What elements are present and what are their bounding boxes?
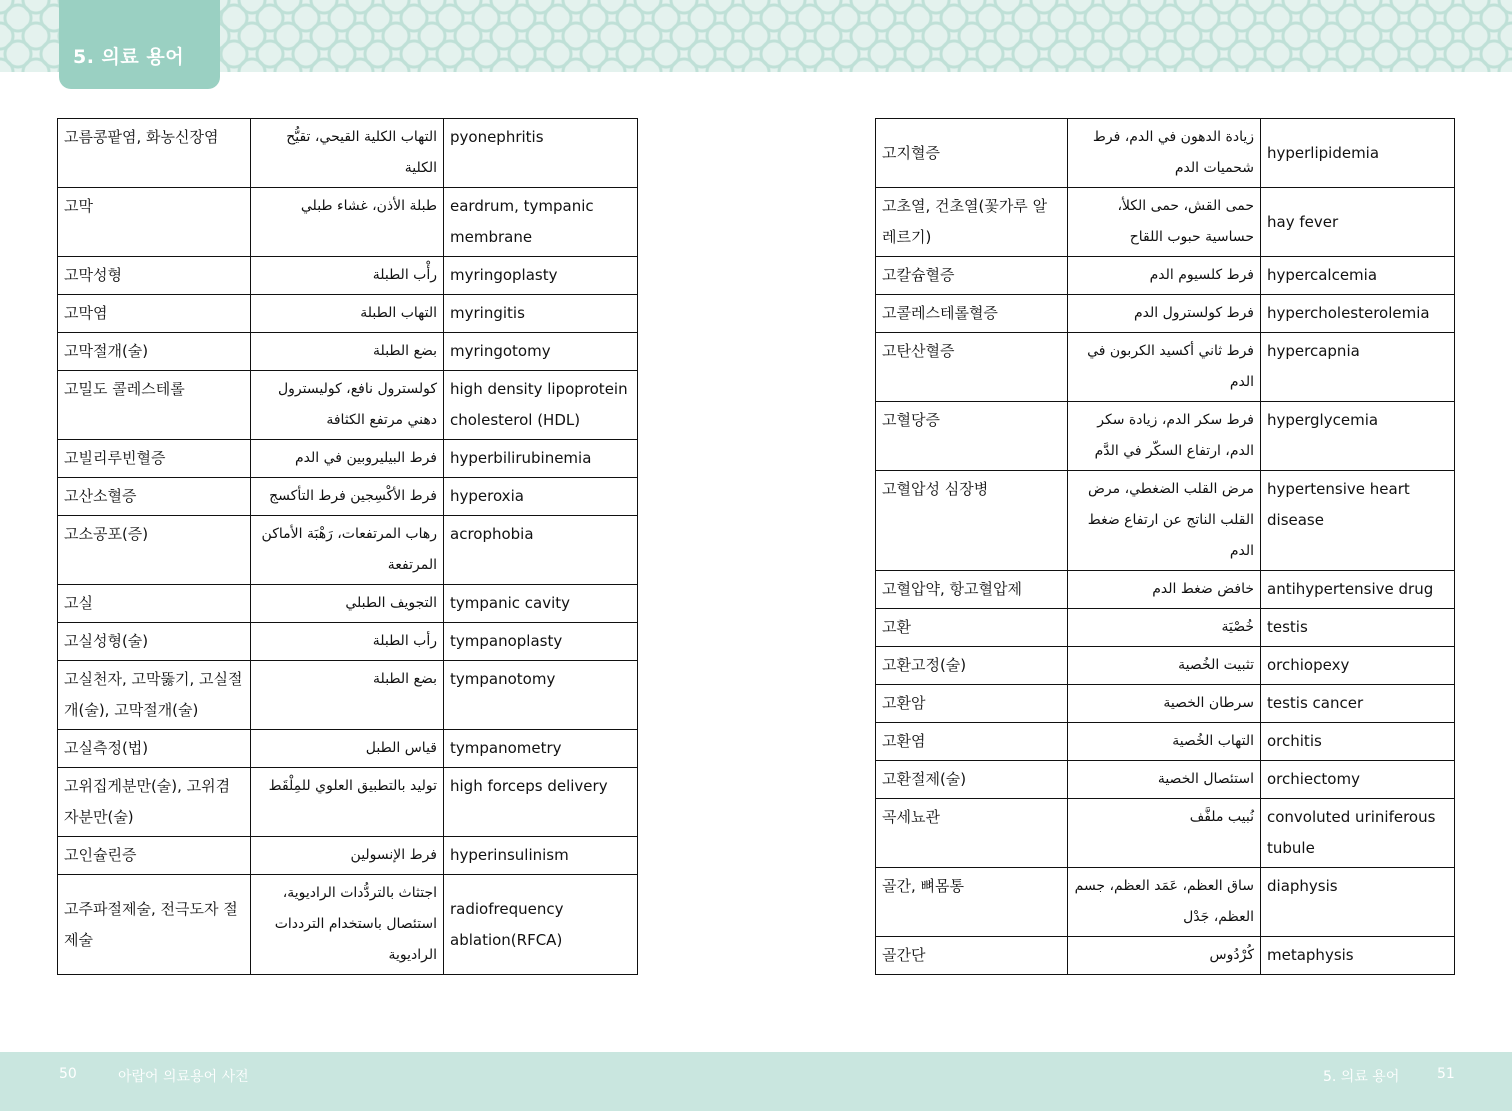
english-term: antihypertensive drug bbox=[1261, 571, 1455, 609]
english-term: testis bbox=[1261, 609, 1455, 647]
english-term: tympanic cavity bbox=[444, 585, 638, 623]
english-term: testis cancer bbox=[1261, 685, 1455, 723]
arabic-term: خُصْيَة bbox=[1068, 609, 1261, 647]
korean-term: 고환절제(술) bbox=[876, 761, 1068, 799]
english-term: hypercalcemia bbox=[1261, 257, 1455, 295]
korean-term: 고지혈증 bbox=[876, 119, 1068, 188]
table-row bbox=[58, 188, 638, 257]
english-term: hyperglycemia bbox=[1261, 402, 1455, 471]
arabic-term: رهاب المرتفعات، رَهْبَة الأماكن المرتفعة bbox=[251, 516, 444, 585]
english-term: tympanometry bbox=[444, 730, 638, 768]
arabic-term: كولسترول نافع، كوليسترول دهني مرتفع الكثافة bbox=[251, 371, 444, 440]
korean-term: 고콜레스테롤혈증 bbox=[876, 295, 1068, 333]
table-row bbox=[58, 875, 638, 975]
english-term: pyonephritis bbox=[444, 119, 638, 188]
arabic-term: التجويف الطبلي bbox=[251, 585, 444, 623]
korean-term: 고막 bbox=[58, 188, 251, 257]
arabic-term: سرطان الخصية bbox=[1068, 685, 1261, 723]
table-row bbox=[876, 188, 1455, 257]
table-row bbox=[876, 868, 1455, 937]
english-term: hypertensive heart disease bbox=[1261, 471, 1455, 571]
table-row bbox=[58, 333, 638, 371]
table-row bbox=[58, 730, 638, 768]
english-term: diaphysis bbox=[1261, 868, 1455, 937]
arabic-term: التهاب الخُصية bbox=[1068, 723, 1261, 761]
korean-term: 고혈압약, 항고혈압제 bbox=[876, 571, 1068, 609]
table-row bbox=[876, 257, 1455, 295]
arabic-term: رأب الطبلة bbox=[251, 623, 444, 661]
korean-term: 고혈압성 심장병 bbox=[876, 471, 1068, 571]
korean-term: 고초열, 건초열(꽃가루 알레르기) bbox=[876, 188, 1068, 257]
arabic-term: بضع الطبلة bbox=[251, 333, 444, 371]
english-term: orchiopexy bbox=[1261, 647, 1455, 685]
table-row bbox=[876, 571, 1455, 609]
section-tab bbox=[59, 0, 220, 89]
table-row bbox=[58, 371, 638, 440]
korean-term: 고환 bbox=[876, 609, 1068, 647]
arabic-term: خافض ضغط الدم bbox=[1068, 571, 1261, 609]
arabic-term: مرض القلب الضغطي، مرض القلب الناتج عن ارتفاع ضغط الدم bbox=[1068, 471, 1261, 571]
korean-term: 고막성형 bbox=[58, 257, 251, 295]
arabic-term: طبلة الأذن، غشاء طبلي bbox=[251, 188, 444, 257]
korean-term: 고인슐린증 bbox=[58, 837, 251, 875]
korean-term: 곡세뇨관 bbox=[876, 799, 1068, 868]
korean-term: 고탄산혈증 bbox=[876, 333, 1068, 402]
arabic-term: رأْب الطبلة bbox=[251, 257, 444, 295]
korean-term: 고막절개(술) bbox=[58, 333, 251, 371]
english-term: tympanotomy bbox=[444, 661, 638, 730]
english-term: hyperbilirubinemia bbox=[444, 440, 638, 478]
arabic-term: نُبيب ملفَّف bbox=[1068, 799, 1261, 868]
english-term: hyperlipidemia bbox=[1261, 119, 1455, 188]
arabic-term: فرط البيليروبين في الدم bbox=[251, 440, 444, 478]
arabic-term: فرط كلسيوم الدم bbox=[1068, 257, 1261, 295]
arabic-term: استئصال الخصية bbox=[1068, 761, 1261, 799]
english-term: high forceps delivery bbox=[444, 768, 638, 837]
korean-term: 고산소혈증 bbox=[58, 478, 251, 516]
english-term: hypercholesterolemia bbox=[1261, 295, 1455, 333]
table-row bbox=[58, 837, 638, 875]
right-term-table bbox=[875, 118, 1455, 975]
page-footer bbox=[0, 1052, 1512, 1111]
english-term: hypercapnia bbox=[1261, 333, 1455, 402]
table-row bbox=[876, 471, 1455, 571]
english-term: metaphysis bbox=[1261, 937, 1455, 975]
korean-term: 고주파절제술, 전극도자 절제술 bbox=[58, 875, 251, 975]
table-row bbox=[58, 295, 638, 333]
table-row bbox=[58, 478, 638, 516]
korean-term: 고빌리루빈혈증 bbox=[58, 440, 251, 478]
korean-term: 고칼슘혈증 bbox=[876, 257, 1068, 295]
header-pattern bbox=[0, 0, 1512, 72]
english-term: acrophobia bbox=[444, 516, 638, 585]
table-row bbox=[58, 516, 638, 585]
section-title: 5. 의료 용어 bbox=[73, 46, 185, 68]
english-term: tympanoplasty bbox=[444, 623, 638, 661]
korean-term: 고실 bbox=[58, 585, 251, 623]
table-row bbox=[876, 761, 1455, 799]
table-row bbox=[876, 609, 1455, 647]
korean-term: 고실천자, 고막뚫기, 고실절개(술), 고막절개(술) bbox=[58, 661, 251, 730]
arabic-term: كُرْدُوس bbox=[1068, 937, 1261, 975]
table-row bbox=[876, 333, 1455, 402]
table-row bbox=[876, 685, 1455, 723]
left-term-table bbox=[57, 118, 638, 975]
arabic-term: تثبيت الخُصية bbox=[1068, 647, 1261, 685]
korean-term: 고실성형(술) bbox=[58, 623, 251, 661]
english-term: myringoplasty bbox=[444, 257, 638, 295]
english-term: hay fever bbox=[1261, 188, 1455, 257]
arabic-term: فرط ثاني أكسيد الكربون في الدم bbox=[1068, 333, 1261, 402]
korean-term: 고위집게분만(술), 고위겸자분만(술) bbox=[58, 768, 251, 837]
arabic-term: التهاب الكلية القيحي، تقيُّح الكلية bbox=[251, 119, 444, 188]
arabic-term: فرط الأكْسِجين فرط التأكسج bbox=[251, 478, 444, 516]
right-page-number: 51 bbox=[1437, 1066, 1455, 1082]
arabic-term: ساق العظم، عَمَد العظم، جسم العظم، جَدْل bbox=[1068, 868, 1261, 937]
arabic-term: فرط الإنسولين bbox=[251, 837, 444, 875]
table-row bbox=[876, 119, 1455, 188]
english-term: high density lipoprotein cholesterol (HDL) bbox=[444, 371, 638, 440]
korean-term: 고막염 bbox=[58, 295, 251, 333]
korean-term: 골간단 bbox=[876, 937, 1068, 975]
arabic-term: حمى القش، حمى الكلأ، حساسية حبوب اللقاح bbox=[1068, 188, 1261, 257]
table-row bbox=[876, 647, 1455, 685]
table-row bbox=[58, 257, 638, 295]
english-term: radiofrequency ablation(RFCA) bbox=[444, 875, 638, 975]
arabic-term: زيادة الدهون في الدم، فرط شحميات الدم bbox=[1068, 119, 1261, 188]
table-row bbox=[876, 402, 1455, 471]
english-term: orchitis bbox=[1261, 723, 1455, 761]
korean-term: 고환암 bbox=[876, 685, 1068, 723]
english-term: eardrum, tympanic membrane bbox=[444, 188, 638, 257]
table-row bbox=[876, 937, 1455, 975]
arabic-term: فرط سكر الدم، زيادة سكر الدم، ارتفاع السكّر في الدَّم bbox=[1068, 402, 1261, 471]
table-row bbox=[58, 623, 638, 661]
korean-term: 고소공포(증) bbox=[58, 516, 251, 585]
left-page-number: 50 bbox=[59, 1066, 77, 1082]
table-row bbox=[876, 295, 1455, 333]
arabic-term: توليد بالتطبيق العلوي للمِلْقَط bbox=[251, 768, 444, 837]
korean-term: 골간, 뼈몸통 bbox=[876, 868, 1068, 937]
korean-term: 고환염 bbox=[876, 723, 1068, 761]
arabic-term: بضع الطبلة bbox=[251, 661, 444, 730]
table-row bbox=[876, 723, 1455, 761]
table-row bbox=[58, 440, 638, 478]
arabic-term: اجتثاث بالتردُّدات الراديوية، استئصال باستخدام الترددات الراديوية bbox=[251, 875, 444, 975]
table-row bbox=[58, 585, 638, 623]
english-term: convoluted uriniferous tubule bbox=[1261, 799, 1455, 868]
english-term: myringotomy bbox=[444, 333, 638, 371]
book-title: 아랍어 의료용어 사전 bbox=[118, 1069, 249, 1085]
table-row bbox=[876, 799, 1455, 868]
english-term: myringitis bbox=[444, 295, 638, 333]
arabic-term: قياس الطبل bbox=[251, 730, 444, 768]
arabic-term: فرط كولسترول الدم bbox=[1068, 295, 1261, 333]
table-row bbox=[58, 768, 638, 837]
footer-section-title: 5. 의료 용어 bbox=[1323, 1069, 1400, 1085]
english-term: hyperinsulinism bbox=[444, 837, 638, 875]
korean-term: 고혈당증 bbox=[876, 402, 1068, 471]
english-term: hyperoxia bbox=[444, 478, 638, 516]
korean-term: 고실측정(법) bbox=[58, 730, 251, 768]
arabic-term: التهاب الطبلة bbox=[251, 295, 444, 333]
english-term: orchiectomy bbox=[1261, 761, 1455, 799]
table-row bbox=[58, 661, 638, 730]
korean-term: 고밀도 콜레스테롤 bbox=[58, 371, 251, 440]
table-row bbox=[58, 119, 638, 188]
korean-term: 고환고정(술) bbox=[876, 647, 1068, 685]
korean-term: 고름콩팥염, 화농신장염 bbox=[58, 119, 251, 188]
